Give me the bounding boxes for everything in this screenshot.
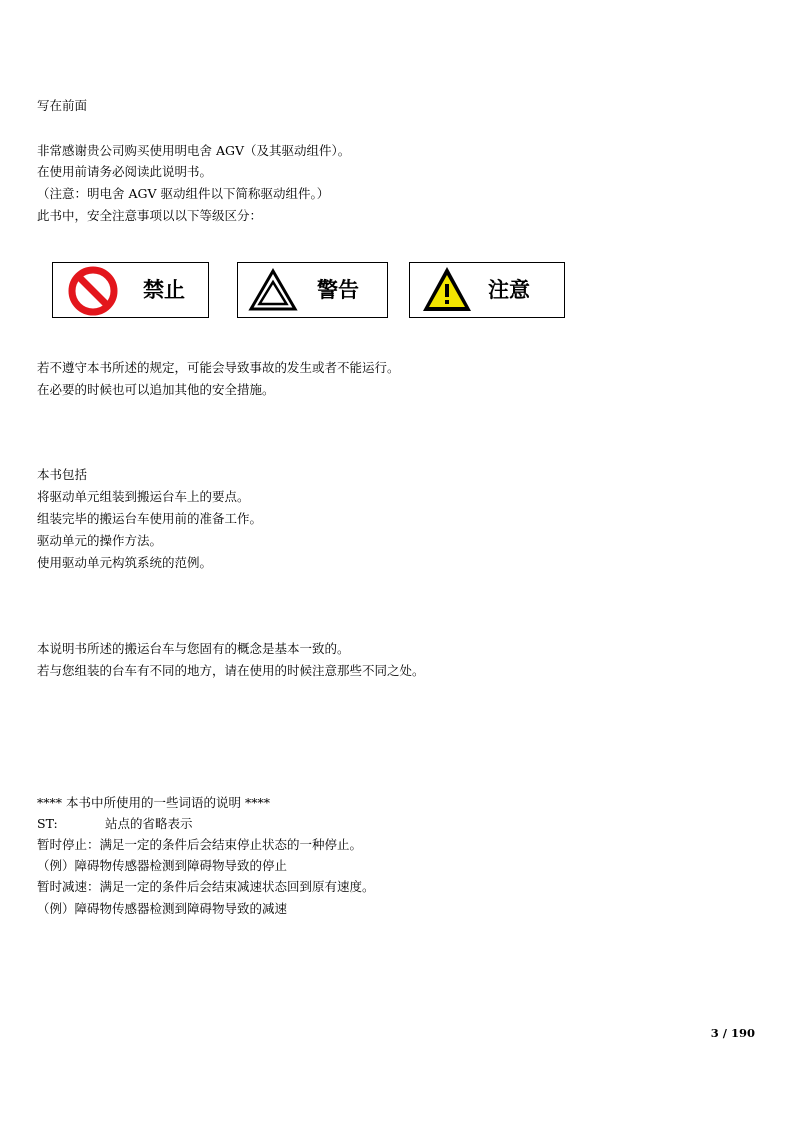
prohibition-icon [53,263,133,319]
caution-label: 注意 [488,278,530,302]
intro-line: 在使用前请务必阅读此说明书。 [37,164,213,179]
page-number: 3 / 190 [710,1026,755,1040]
warning-triangle-icon [238,263,308,319]
contents-item: 组装完毕的搬运台车使用前的准备工作。 [37,511,263,526]
notice-line: 若不遵守本书所述的规定，可能会导致事故的发生或者不能运行。 [37,360,400,375]
glossary-heading: **** 本书中所使用的一些词语的说明 **** [37,795,270,810]
prohibit-sign [52,262,209,318]
caution-triangle-icon [410,263,480,319]
contents-item: 将驱动单元组装到搬运台车上的要点。 [37,489,250,504]
intro-line: 此书中，安全注意事项以以下等级区分： [37,208,263,223]
glossary-st-desc: 站点的省略表示 [105,816,193,831]
prohibit-label: 禁止 [143,278,185,302]
warning-sign [237,262,388,318]
intro-line: （注意：明电舍 AGV 驱动组件以下简称驱动组件。） [37,186,330,201]
contents-item: 驱动单元的操作方法。 [37,533,163,548]
note-line: 本说明书所述的搬运台车与您固有的概念是基本一致的。 [37,641,350,656]
contents-item: 使用驱动单元构筑系统的范例。 [37,555,213,570]
glossary-st-term: ST: [37,816,58,831]
glossary-st-row [37,816,193,832]
glossary-stop-def: 暂时停止：满足一定的条件后会结束停止状态的一种停止。 [37,837,363,852]
glossary-slow-example: （例）障碍物传感器检测到障碍物导致的减速 [37,901,288,916]
warning-label: 警告 [317,278,359,302]
note-line: 若与您组装的台车有不同的地方，请在使用的时候注意那些不同之处。 [37,663,425,678]
intro-line: 非常感谢贵公司购买使用明电舍 AGV（及其驱动组件）。 [37,143,351,158]
caution-sign [409,262,565,318]
contents-heading: 本书包括 [37,467,88,482]
glossary-stop-example: （例）障碍物传感器检测到障碍物导致的停止 [37,858,288,873]
page-heading: 写在前面 [37,98,88,113]
notice-line: 在必要的时候也可以追加其他的安全措施。 [37,382,275,397]
glossary-slow-def: 暂时减速：满足一定的条件后会结束减速状态回到原有速度。 [37,879,375,894]
